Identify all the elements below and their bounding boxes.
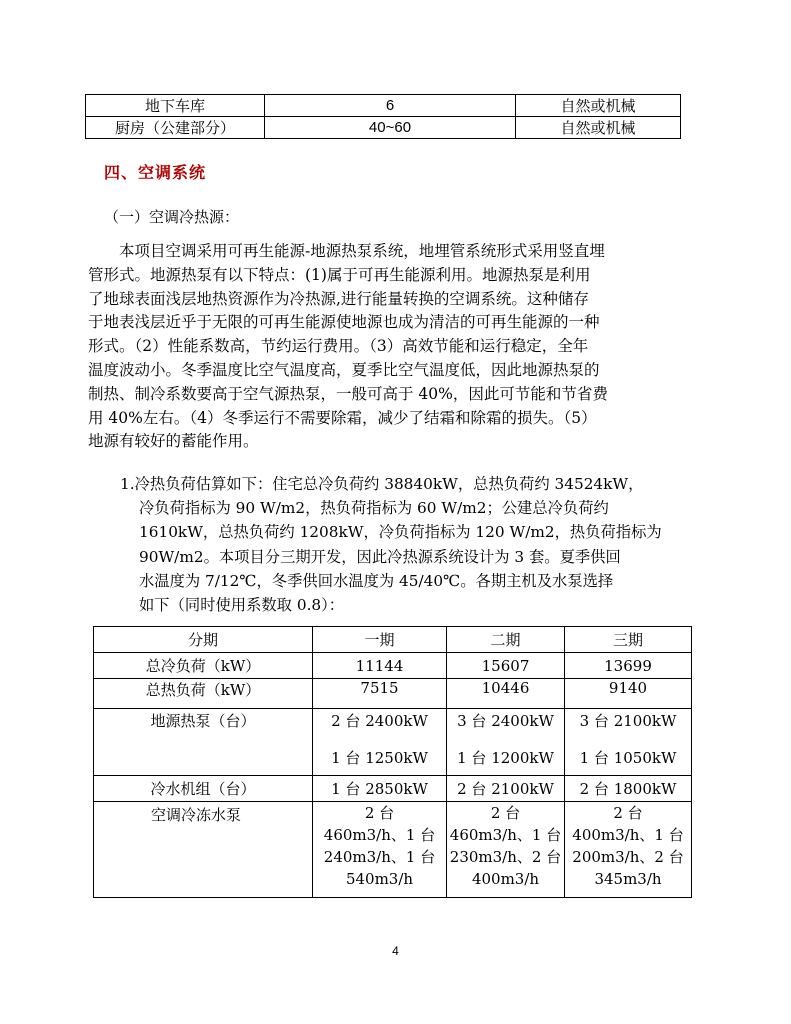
paragraph-line: 了地球表面浅层地热资源作为冷热源,进行能量转换的空调系统。这种储存: [88, 289, 589, 308]
cell-line: 1 台 1250kW: [331, 749, 428, 767]
list-line: 90W/m2。本项目分三期开发，因此冷热源系统设计为 3 套。夏季供回: [139, 547, 621, 566]
cell-line: 460m3/h、1 台: [323, 826, 436, 844]
table-row: [86, 117, 681, 139]
table-cell: 2 台 1800kW: [565, 776, 692, 802]
row-label: 总热负荷（kW）: [94, 679, 313, 709]
table-cell: 15607: [447, 653, 565, 679]
table-cell: [565, 802, 692, 898]
list-line: 如下（同时使用系数取 0.8）：: [139, 596, 345, 615]
cell-line: 345m3/h: [594, 870, 662, 888]
table-cell: 2 台 2100kW: [447, 776, 565, 802]
row-label: [94, 802, 313, 898]
table-row: [94, 679, 692, 709]
sub-heading: （一）空调冷热源：: [104, 208, 240, 226]
paragraph-line: 温度波动小。冬季温度比空气温度高，夏季比空气温度低，因此地源热泵的: [88, 360, 600, 379]
row-label-text: 地源热泵（台）: [150, 712, 256, 730]
equipment-table: [93, 626, 692, 898]
cell-line: 460m3/h、1 台: [449, 826, 562, 844]
table-cell: 11144: [313, 653, 447, 679]
table-cell: [565, 709, 692, 776]
paragraph-line: 于地表浅层近乎于无限的可再生能源使地源也成为清洁的可再生能源的一种: [88, 313, 600, 332]
row-label-text: 空调冷冻水泵: [150, 806, 241, 824]
cell-line: 2 台: [613, 804, 643, 822]
table-cell: 10446: [447, 679, 565, 709]
paragraph-line: 形式。（2）性能系数高，节约运行费用。（3）高效节能和运行稳定，全年: [88, 337, 589, 356]
list-line: 1610kW，总热负荷约 1208kW，冷负荷指标为 120 W/m2，热负荷指标为: [139, 523, 662, 542]
cell-line: 2 台 2400kW: [331, 712, 428, 730]
table-row: [86, 95, 681, 117]
table-cell: 地下车库: [86, 95, 265, 117]
header-cell: 三期: [565, 627, 692, 653]
row-label: 总冷负荷（kW）: [94, 653, 313, 679]
cell-line: 2 台: [364, 804, 395, 822]
paragraph-line: 制热、制冷系数要高于空气源热泵，一般可高于 40%，因此可节能和节省费: [88, 384, 608, 403]
table-row: [94, 709, 692, 776]
cell-line: 2 台: [490, 804, 521, 822]
paragraph-line: 地源有较好的蓄能作用。: [88, 432, 259, 451]
header-cell: 分期: [94, 627, 313, 653]
cell-line: 1 台 1200kW: [457, 749, 554, 767]
table-cell: 1 台 2850kW: [313, 776, 447, 802]
list-line: 1.冷热负荷估算如下：住宅总冷负荷约 38840kW，总热负荷约 34524kW，: [120, 475, 644, 493]
list-line: 水温度为 7/12℃，冬季供回水温度为 45/40℃。各期主机及水泵选择: [139, 571, 614, 590]
table-cell: 自然或机械: [516, 117, 681, 139]
cell-line: 240m3/h、1 台: [323, 848, 436, 866]
load-estimate-list-item: [120, 472, 710, 617]
table-row: [94, 653, 692, 679]
cell-line: 3 台 2100kW: [579, 712, 677, 730]
row-label: 冷水机组（台）: [94, 776, 313, 802]
table-cell: [447, 802, 565, 898]
table-cell: 9140: [565, 679, 692, 709]
table-cell: 自然或机械: [516, 95, 681, 117]
list-line: 冷负荷指标为 90 W/m2，热负荷指标为 60 W/m2；公建总冷负荷约: [139, 499, 609, 518]
cell-line: 400m3/h: [471, 870, 540, 888]
cell-line: 400m3/h、1 台: [572, 826, 684, 844]
section-heading: 四、空调系统: [104, 165, 207, 182]
cell-line: 230m3/h、2 台: [449, 848, 562, 866]
paragraph-line: 管形式。地源热泵有以下特点：(1)属于可再生能源利用。地源热泵是利用: [88, 265, 591, 284]
table-cell: 6: [265, 95, 516, 117]
header-cell: 二期: [447, 627, 565, 653]
cell-line: 1 台 1050kW: [579, 749, 677, 767]
header-cell: 一期: [313, 627, 447, 653]
table-header-row: [94, 627, 692, 653]
table-cell: [447, 709, 565, 776]
table-cell: [313, 709, 447, 776]
paragraph-line: 用 40%左右。（4）冬季运行不需要除霜，减少了结霜和除霜的损失。（5）: [88, 408, 597, 427]
ventilation-table: [85, 94, 681, 139]
table-cell: [313, 802, 447, 898]
page-number: 4: [392, 944, 399, 958]
row-label: [94, 709, 313, 776]
cell-line: 540m3/h: [345, 870, 414, 888]
table-cell: 厨房（公建部分）: [86, 117, 265, 139]
body-paragraph: [88, 240, 698, 454]
cell-line: 200m3/h、2 台: [572, 848, 684, 866]
table-row: [94, 802, 692, 898]
cell-line: 3 台 2400kW: [457, 712, 554, 730]
table-cell: 7515: [313, 679, 447, 709]
table-row: [94, 776, 692, 802]
table-cell: 13699: [565, 653, 692, 679]
table-cell: 40~60: [265, 117, 516, 139]
paragraph-line: 本项目空调采用可再生能源-地源热泵系统，地埋管系统形式采用竖直埋: [88, 242, 605, 260]
